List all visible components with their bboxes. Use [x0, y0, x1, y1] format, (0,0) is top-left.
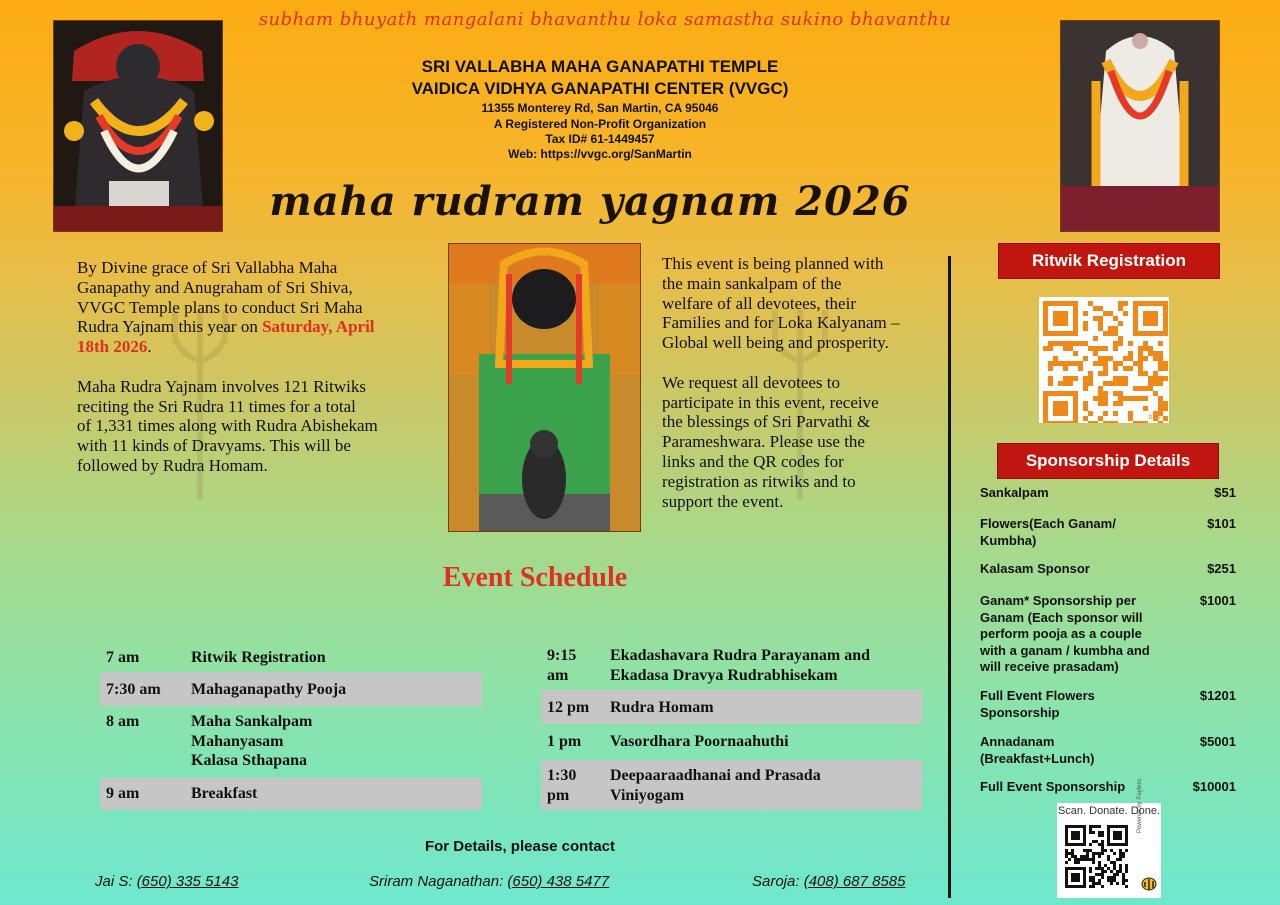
schedule-row: [541, 760, 922, 810]
sponsorship-details-button[interactable]: Sponsorship Details: [997, 443, 1219, 479]
intro-line: Ganapathy and Anugraham of Sri Shiva,: [77, 277, 353, 297]
sponsorship-price: $1001: [1199, 593, 1236, 608]
request-line: links and the QR codes for: [662, 451, 844, 471]
contact-heading: For Details, please contact: [424, 838, 616, 855]
ritwik-registration-button[interactable]: Ritwik Registration: [998, 243, 1220, 279]
schedule-item: Maha Sankalpam Mahanyasam Kalasa Sthapana: [191, 713, 313, 769]
schedule-row: [100, 778, 482, 810]
address: 11355 Monterey Rd, San Martin, CA 95046: [481, 101, 719, 115]
donate-qr-card[interactable]: [1057, 778, 1161, 898]
schedule-item: Deepaaraadhanai and Prasada Viniyogam: [610, 767, 821, 804]
schedule-time: 8 am: [106, 713, 140, 730]
contact-phone-link[interactable]: (408) 687 8585: [803, 873, 906, 890]
event-date-cont: 18th 2026: [77, 337, 148, 357]
intro-line: By Divine grace of Sri Vallabha Maha: [77, 258, 338, 277]
intro-line: Rudra Yajnam this year on: [77, 317, 263, 337]
schedule-item: Breakfast: [191, 785, 258, 802]
schedule-right-table: [541, 644, 922, 814]
schedule-row: [541, 690, 922, 724]
sponsorship-name: Full Event Flowers Sponsorship: [980, 688, 1095, 720]
ganapathi-deity-photo: [53, 20, 223, 232]
schedule-time: 9 am: [106, 785, 140, 802]
details-line: Maha Rudra Yajnam involves 121 Ritwiks: [77, 376, 366, 396]
donate-brand: Powered by Payless: [1137, 778, 1143, 833]
event-date: Saturday, April: [262, 317, 375, 337]
intro-line: VVGC Temple plans to conduct Sri Maha: [77, 297, 363, 317]
schedule-row: [541, 644, 922, 688]
details-line: followed by Rudra Homam.: [77, 455, 268, 475]
blessing-banner: subham bhuyath mangalani bhavanthu loka samastha sukino bhavanthu: [258, 9, 952, 30]
purpose-text: [662, 254, 942, 511]
sponsorship-price: $251: [1207, 561, 1236, 576]
sponsorship-price: $1201: [1199, 688, 1236, 703]
schedule-time: 12 pm: [547, 699, 590, 716]
center-name: VAIDICA VIDHYA GANAPATHI CENTER (VVGC): [411, 79, 789, 98]
request-line: support the event.: [662, 491, 784, 511]
schedule-time: 1:30 pm: [547, 767, 577, 804]
schedule-left-table: [100, 644, 482, 814]
details-line: reciting the Sri Rudra 11 times for a total: [77, 396, 356, 416]
schedule-row: [541, 726, 922, 758]
purpose-line: welfare of all devotees, their: [662, 293, 856, 313]
schedule-item: Rudra Homam: [610, 699, 714, 716]
schedule-row: [100, 672, 482, 706]
purpose-line: the main sankalpam of the: [662, 273, 842, 293]
purpose-line: This event is being planned with: [662, 254, 884, 273]
contact-sriram: [369, 873, 609, 890]
shiva-deity-photo: [1060, 20, 1220, 232]
sponsorship-name: Annadanam (Breakfast+Lunch): [980, 734, 1095, 766]
donate-label: Scan. Donate. Done.: [1057, 805, 1161, 817]
contact-name: Jai S:: [95, 873, 137, 890]
contact-saroja: [752, 873, 905, 890]
schedule-item: Ekadashavara Rudra Parayanam and Ekadasa Dravya Rudrabhisekam: [610, 647, 871, 684]
schedule-title: Event Schedule: [442, 562, 628, 593]
request-line: We request all devotees to: [662, 372, 841, 392]
schedule-item: Vasordhara Poornaahuthi: [610, 733, 789, 750]
contact-name: Saroja:: [752, 873, 804, 890]
sponsorship-name: Flowers(Each Ganam/ Kumbha): [980, 516, 1116, 548]
sponsorship-name: Full Event Sponsorship: [980, 779, 1126, 794]
ritwik-registration-qr-code[interactable]: [1039, 297, 1169, 423]
contact-name: Sriram Naganathan:: [369, 873, 508, 890]
schedule-time: 1 pm: [547, 733, 582, 750]
request-line: registration as ritwiks and to: [662, 471, 856, 491]
sponsorship-name: Ganam* Sponsorship per Ganam (Each sponsor will perform pooja as a couple with a ganam / kumbha and will receive prasadam): [980, 593, 1150, 674]
period: .: [147, 337, 152, 357]
details-line: with 11 kinds of Dravyams. This will be: [77, 436, 351, 456]
page-title: maha rudram yagnam 2026: [269, 178, 911, 225]
contact-jai: [95, 873, 238, 890]
website[interactable]: Web: https://vvgc.org/SanMartin: [508, 147, 692, 161]
qr-brand: bitly: [1148, 414, 1161, 421]
contact-phone-link[interactable]: (650) 335 5143: [136, 873, 239, 890]
sponsorship-name: Sankalpam: [980, 485, 1049, 500]
request-line: participate in this event, receive: [662, 392, 879, 412]
org-type: A Registered Non-Profit Organization: [493, 117, 707, 131]
request-line: Parameshwara. Please use the: [662, 432, 865, 452]
schedule-time: 7 am: [106, 649, 140, 666]
purpose-line: Families and for Loka Kalyanam –: [662, 313, 900, 333]
schedule-time: 7:30 am: [106, 681, 161, 698]
sponsorship-price: $51: [1214, 485, 1236, 500]
schedule-row: [100, 644, 482, 670]
schedule-item: Mahaganapathy Pooja: [191, 681, 347, 698]
purpose-line: Global well being and prosperity.: [662, 333, 889, 353]
details-line: of 1,331 times along with Rudra Abishekam: [77, 416, 378, 436]
request-line: the blessings of Sri Parvathi &: [662, 412, 871, 432]
schedule-time: 9:15 am: [547, 647, 577, 684]
schedule-row: [100, 708, 482, 776]
schedule-item: Ritwik Registration: [191, 649, 326, 666]
sponsorship-price: $5001: [1199, 734, 1236, 749]
sponsorship-name: Kalasam Sponsor: [980, 561, 1090, 576]
intro-text: [77, 258, 427, 476]
shrine-photo: [448, 243, 641, 532]
bee-icon: [1139, 873, 1159, 893]
tax-id: Tax ID# 61-1449457: [545, 132, 655, 146]
sponsorship-price: $10001: [1192, 779, 1236, 794]
column-divider: [948, 256, 951, 898]
contact-phone-link[interactable]: (650) 438 5477: [507, 873, 610, 890]
sponsorship-price: $101: [1207, 516, 1236, 531]
temple-name: SRI VALLABHA MAHA GANAPATHI TEMPLE: [421, 57, 779, 76]
